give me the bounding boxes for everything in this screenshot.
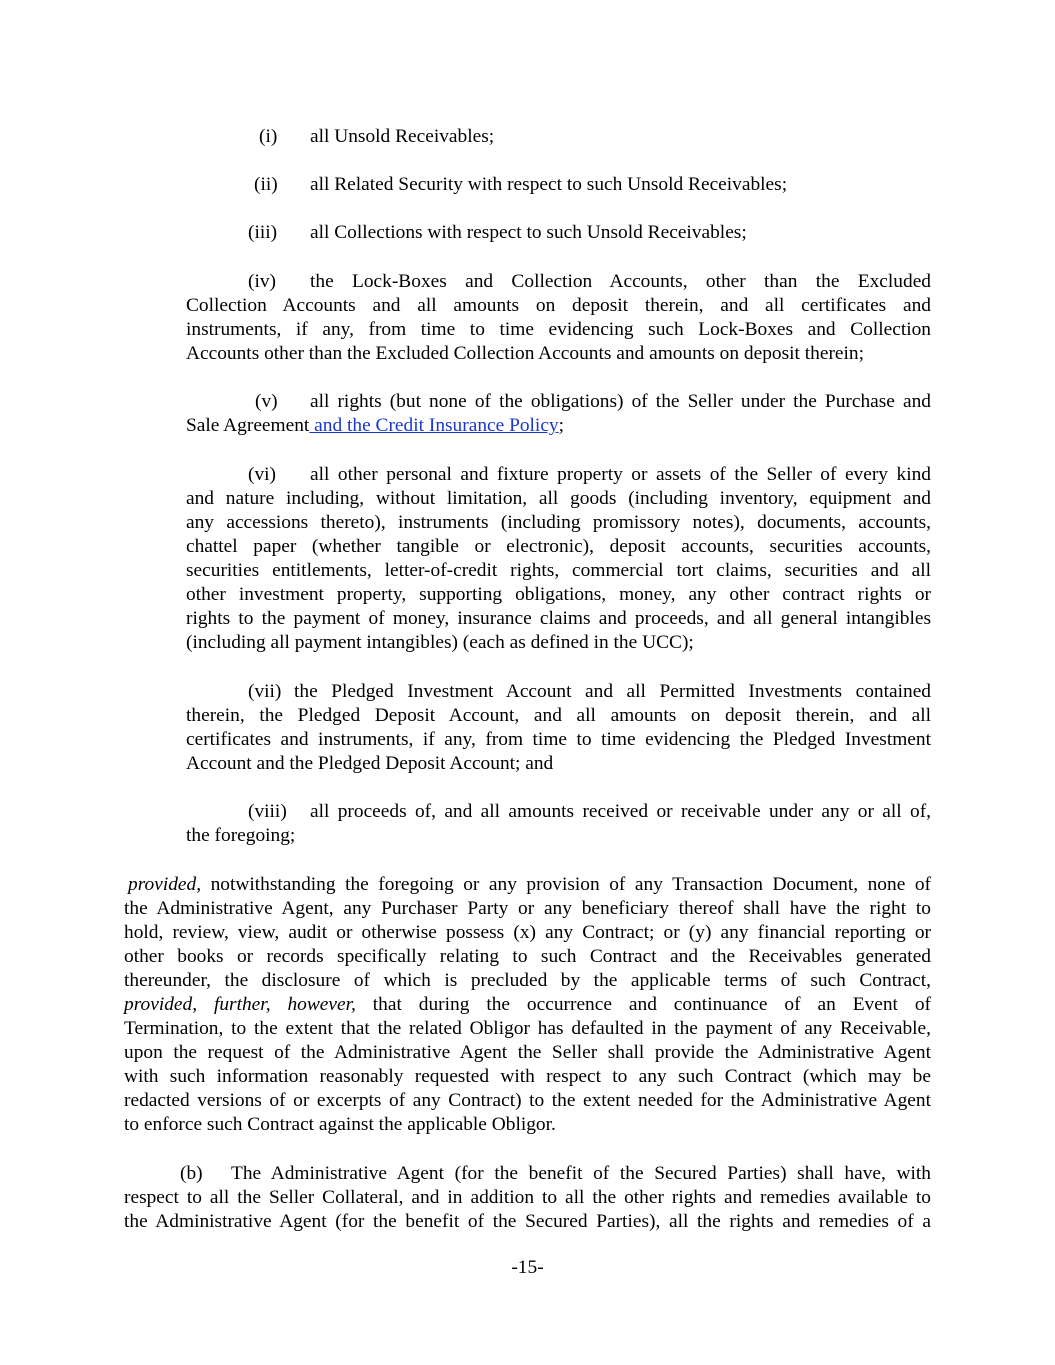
item-vi-line-7: rights to the payment of money, insurance claims and proceeds, and all general intangibles: [186, 608, 931, 629]
item-vii-line-4: Account and the Pledged Deposit Account; and: [186, 753, 554, 774]
item-vi-line-6: other investment property, supporting obligations, money, any other contract rights or: [186, 584, 931, 605]
item-vii-number: (vii): [248, 681, 282, 702]
item-iv-line-1: the Lock-Boxes and Collection Accounts, other than the Excluded: [310, 271, 931, 292]
proviso-line-10: redacted versions of or excerpts of any Contract) to the extent needed for the Administrative Agent: [124, 1090, 931, 1111]
item-viii-number: (viii): [248, 801, 287, 822]
item-iv-number: (iv): [248, 271, 276, 292]
proviso-line-6: [124, 993, 931, 1017]
item-vi-line-3: any accessions thereto), instruments (including promissory notes), documents, accounts,: [186, 512, 931, 533]
proviso-line-6-text: that during the occurrence and continuance of an Event of: [355, 994, 931, 1015]
item-v-semicolon: ;: [558, 415, 565, 436]
proviso-line-4: other books or records specifically relating to such Contract and the Receivables generated: [124, 946, 931, 967]
item-vi-line-1: all other personal and fixture property or assets of the Seller of every kind: [310, 464, 931, 485]
item-iv-line-2: Collection Accounts and all amounts on deposit therein, and all certificates and: [186, 295, 931, 316]
item-v-line-2: [186, 414, 564, 438]
item-vi-line-4: chattel paper (whether tangible or electronic), deposit accounts, securities accounts,: [186, 536, 931, 557]
proviso-line-5: thereunder, the disclosure of which is precluded by the applicable terms of such Contract,: [124, 970, 931, 991]
item-iii-text: all Collections with respect to such Unsold Receivables;: [310, 222, 747, 243]
item-v-line-1: all rights (but none of the obligations) of the Seller under the Purchase and: [310, 391, 931, 412]
item-i-text: all Unsold Receivables;: [310, 126, 495, 147]
proviso-line-7: Termination, to the extent that the related Obligor has defaulted in the payment of any Receivable,: [124, 1018, 931, 1039]
item-vi-line-2: and nature including, without limitation, all goods (including inventory, equipment and: [186, 488, 931, 509]
item-iii-number: (iii): [248, 222, 278, 243]
proviso-line-8: upon the request of the Administrative Agent the Seller shall provide the Administrative Agent: [124, 1042, 931, 1063]
provided-further-italic: provided, further, however,: [124, 994, 356, 1015]
proviso-line-11: to enforce such Contract against the applicable Obligor.: [124, 1114, 556, 1135]
item-ii-number: (ii): [254, 174, 278, 195]
item-vi-line-8: (including all payment intangibles) (each as defined in the UCC);: [186, 632, 694, 653]
item-vii-line-2: therein, the Pledged Deposit Account, and all amounts on deposit therein, and all: [186, 705, 931, 726]
provided-italic: provided,: [128, 874, 202, 895]
item-vi-number: (vi): [248, 464, 276, 485]
credit-insurance-policy-link[interactable]: and the Credit Insurance Policy: [309, 415, 559, 436]
item-vii-line-1: the Pledged Investment Account and all Permitted Investments contained: [294, 681, 931, 702]
item-ii-text: all Related Security with respect to such Unsold Receivables;: [310, 174, 788, 195]
item-viii-line-2: the foregoing;: [186, 825, 296, 846]
proviso-line-9: with such information reasonably requested with respect to any such Contract (which may be: [124, 1066, 931, 1087]
item-iv-line-3: instruments, if any, from time to time evidencing such Lock-Boxes and Collection: [186, 319, 931, 340]
proviso-line-1: [128, 873, 931, 897]
item-vi-line-5: securities entitlements, letter-of-credit rights, commercial tort claims, securities and all: [186, 560, 931, 581]
para-b-line-2: respect to all the Seller Collateral, and in addition to all the other rights and remedies available to: [124, 1187, 931, 1208]
item-v-number: (v): [255, 391, 278, 412]
proviso-line-1-text: notwithstanding the foregoing or any provision of any Transaction Document, none of: [201, 874, 931, 895]
proviso-line-2: the Administrative Agent, any Purchaser Party or any beneficiary thereof shall have the right to: [124, 898, 931, 919]
item-iv-line-4: Accounts other than the Excluded Collection Accounts and amounts on deposit therein;: [186, 343, 864, 364]
item-i-number: (i): [259, 126, 278, 147]
proviso-line-3: hold, review, view, audit or otherwise possess (x) any Contract; or (y) any financial reporting or: [124, 922, 931, 943]
item-viii-line-1: all proceeds of, and all amounts received or receivable under any or all of,: [310, 801, 931, 822]
page-number: -15-: [511, 1257, 544, 1278]
item-vii-line-3: certificates and instruments, if any, from time to time evidencing the Pledged Investment: [186, 729, 931, 750]
para-b-line-1: The Administrative Agent (for the benefit of the Secured Parties) shall have, with: [231, 1163, 931, 1184]
para-b-number: (b): [180, 1163, 203, 1184]
item-v-text: Sale Agreement: [186, 415, 310, 436]
para-b-line-3: the Administrative Agent (for the benefit of the Secured Parties), all the rights and remedies of a: [124, 1211, 931, 1232]
